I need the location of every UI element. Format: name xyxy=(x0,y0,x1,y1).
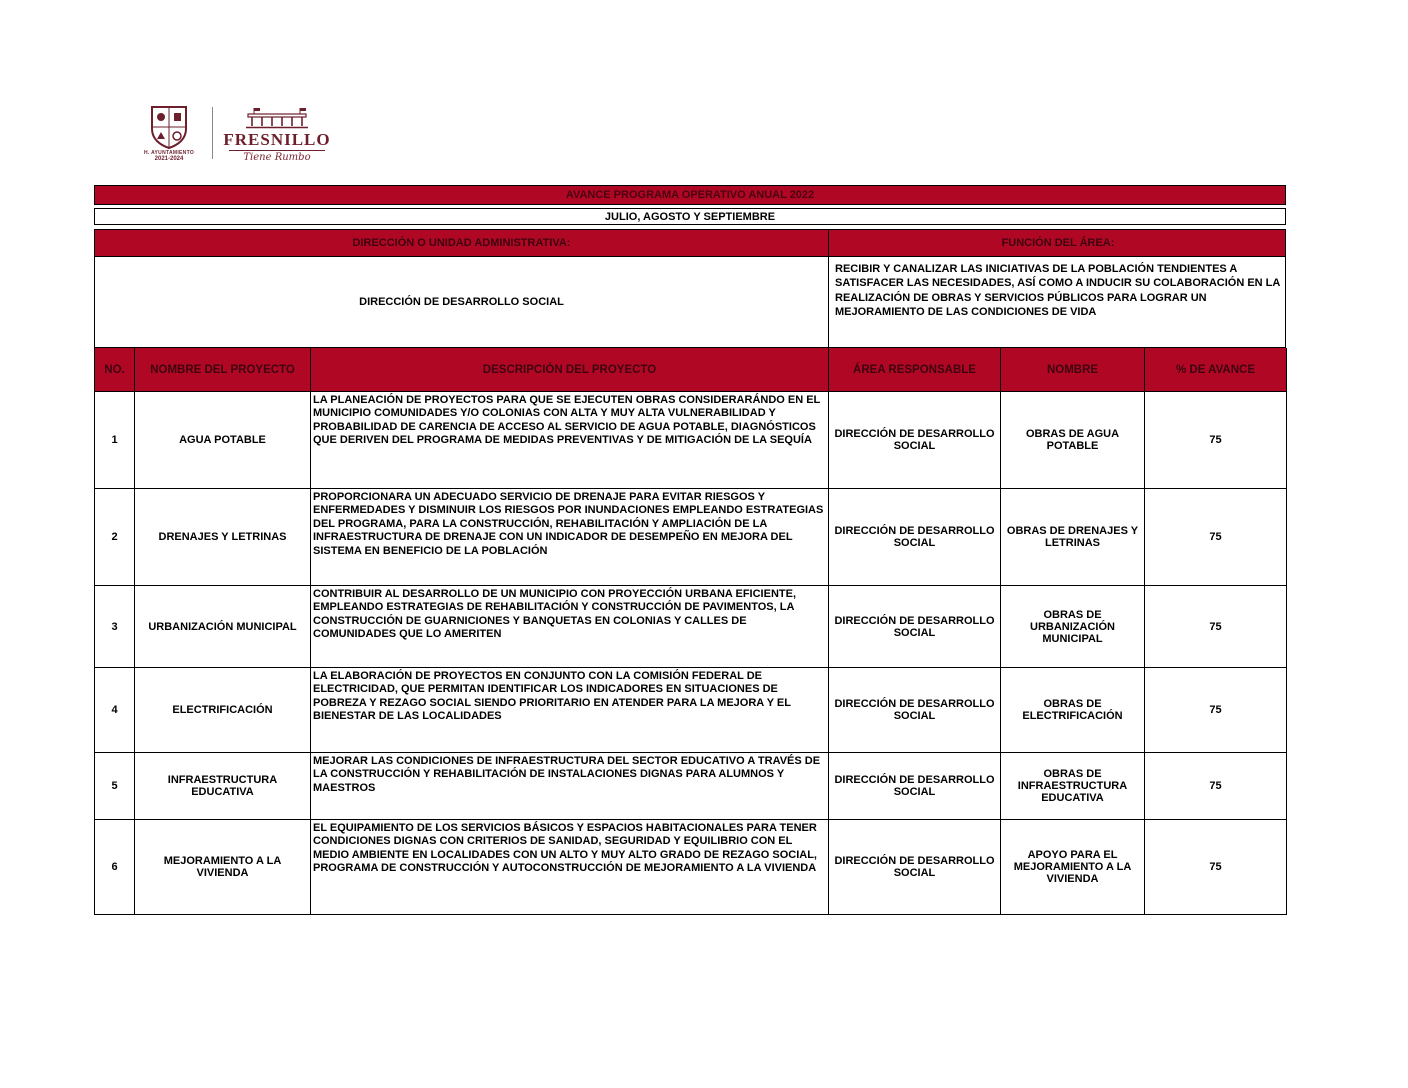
cell-no: 2 xyxy=(95,489,135,586)
cell-progress: 75 xyxy=(1145,392,1287,489)
cell-area: DIRECCIÓN DE DESARROLLO SOCIAL xyxy=(829,668,1001,753)
report-content xyxy=(94,185,1286,915)
cell-no: 3 xyxy=(95,586,135,668)
municipal-crest-logo xyxy=(138,105,200,162)
cell-progress: 75 xyxy=(1145,753,1287,820)
crest-caption: H. AYUNTAMIENTO xyxy=(143,149,195,156)
cell-name: OBRAS DE INFRAESTRUCTURA EDUCATIVA xyxy=(1001,753,1145,820)
cell-project: INFRAESTRUCTURA EDUCATIVA xyxy=(135,753,311,820)
col-header-area: ÁREA RESPONSABLE xyxy=(829,348,1001,392)
cell-project: URBANIZACIÓN MUNICIPAL xyxy=(135,586,311,668)
cell-name: OBRAS DE ELECTRIFICACIÓN xyxy=(1001,668,1145,753)
cell-project: MEJORAMIENTO A LA VIVIENDA xyxy=(135,820,311,915)
cell-no: 5 xyxy=(95,753,135,820)
cell-project: DRENAJES Y LETRINAS xyxy=(135,489,311,586)
col-header-name: NOMBRE xyxy=(1001,348,1145,392)
municipal-palace-icon xyxy=(242,104,312,130)
cell-description: MEJORAR LAS CONDICIONES DE INFRAESTRUCTURA DEL SECTOR EDUCATIVO A TRAVÉS DE LA CONSTRUCCIÓN Y REHABILITACIÓN DE INSTALACIONES DIGNAS PARA ALUMNOS Y MAESTROS xyxy=(311,753,829,820)
cell-no: 4 xyxy=(95,668,135,753)
cell-progress: 75 xyxy=(1145,820,1287,915)
table-row xyxy=(95,392,1286,489)
brand-tagline: Tiene Rumbo xyxy=(243,151,311,163)
admin-unit-header: DIRECCIÓN O UNIDAD ADMINISTRATIVA: xyxy=(95,230,829,256)
report-title-bar: AVANCE PROGRAMA OPERATIVO ANUAL 2022 xyxy=(94,185,1286,205)
col-header-description: DESCRIPCIÓN DEL PROYECTO xyxy=(311,348,829,392)
table-row xyxy=(95,668,1286,753)
table-row xyxy=(95,489,1286,586)
cell-description: LA PLANEACIÓN DE PROYECTOS PARA QUE SE EJECUTEN OBRAS CONSIDERARÁNDO EN EL MUNICIPIO COMUNIDADES Y/O COLONIAS CON ALTA Y MUY ALTA VULNERABILIDAD Y PROBABILIDAD DE CARENCIA DE ACCESO AL SERVICIO DE AGUA POTABLE, DIAGNÓSTICOS QUE DERIVEN DEL PROGRAMA DE MEDIDAS PREVENTIVAS Y DE MITIGACIÓN DE LA SEQUÍA xyxy=(311,392,829,489)
header-logos xyxy=(138,100,329,166)
admin-function-header-row xyxy=(95,230,1285,257)
cell-area: DIRECCIÓN DE DESARROLLO SOCIAL xyxy=(829,586,1001,668)
cell-progress: 75 xyxy=(1145,668,1287,753)
cell-area: DIRECCIÓN DE DESARROLLO SOCIAL xyxy=(829,489,1001,586)
fresnillo-logo xyxy=(225,104,329,163)
projects-table xyxy=(94,348,1286,915)
area-function-value: RECIBIR Y CANALIZAR LAS INICIATIVAS DE LA POBLACIÓN TENDIENTES A SATISFACER LAS NECESIDADES, ASÍ COMO A INDUCIR SU COLABORACIÓN EN LA REALIZACIÓN DE OBRAS Y SERVICIOS PÚBLICOS PARA LOGRAR UN MEJORAMIENTO DE LAS CONDICIONES DE VIDA xyxy=(835,263,1280,318)
cell-project: AGUA POTABLE xyxy=(135,392,311,489)
table-header-row xyxy=(95,348,1286,392)
area-function-header: FUNCIÓN DEL ÁREA: xyxy=(1001,237,1115,249)
col-header-project: NOMBRE DEL PROYECTO xyxy=(135,348,311,392)
cell-area: DIRECCIÓN DE DESARROLLO SOCIAL xyxy=(829,392,1001,489)
table-row xyxy=(95,586,1286,668)
cell-project: ELECTRIFICACIÓN xyxy=(135,668,311,753)
cell-description: EL EQUIPAMIENTO DE LOS SERVICIOS BÁSICOS Y ESPACIOS HABITACIONALES PARA TENER CONDICIONES DIGNAS CON CRITERIOS DE SANIDAD, SEGURIDAD Y EQUILIBRIO CON EL MEDIO AMBIENTE EN LOCALIDADES CON UN ALTO Y MUY ALTO GRADO DE REZAGO SOCIAL, PROGRAMA DE CONSTRUCCIÓN Y AUTOCONSTRUCCIÓN DE MEJORAMIENTO A LA VIVIENDA xyxy=(311,820,829,915)
cell-name: OBRAS DE URBANIZACIÓN MUNICIPAL xyxy=(1001,586,1145,668)
cell-area: DIRECCIÓN DE DESARROLLO SOCIAL xyxy=(829,753,1001,820)
cell-no: 1 xyxy=(95,392,135,489)
admin-function-block xyxy=(94,229,1286,348)
logo-divider xyxy=(212,107,213,159)
cell-no: 6 xyxy=(95,820,135,915)
cell-description: PROPORCIONARA UN ADECUADO SERVICIO DE DRENAJE PARA EVITAR RIESGOS Y ENFERMEDADES Y DISMINUIR LOS RIESGOS POR INUNDACIONES EMPLEANDO ESTRATEGIAS DEL PROGRAMA, PARA LA CONSTRUCCIÓN, REHABILITACIÓN Y AMPLIACIÓN DE LA INFRAESTRUCTURA DE DRENAJE CON UN INDICADOR DE DESEMPEÑO EN MEJORA DEL SISTEMA EN BENEFICIO DE LA POBLACIÓN xyxy=(311,489,829,586)
table-row xyxy=(95,753,1286,820)
crest-shield-icon xyxy=(149,105,189,149)
cell-progress: 75 xyxy=(1145,586,1287,668)
crest-years: 2021-2024 xyxy=(154,155,184,162)
cell-name: OBRAS DE DRENAJES Y LETRINAS xyxy=(1001,489,1145,586)
cell-description: LA ELABORACIÓN DE PROYECTOS EN CONJUNTO CON LA COMISIÓN FEDERAL DE ELECTRICIDAD, QUE PERMITAN IDENTIFICAR LOS INDICADORES EN SITUACIONES DE POBREZA Y REZAGO SOCIAL SIENDO PRIORITARIO EN ATENDER PARA LA MEJORA Y EL BIENESTAR DE LAS LOCALIDADES xyxy=(311,668,829,753)
cell-name: OBRAS DE AGUA POTABLE xyxy=(1001,392,1145,489)
report-period-bar: JULIO, AGOSTO Y SEPTIEMBRE xyxy=(94,208,1286,225)
col-header-progress: % DE AVANCE xyxy=(1145,348,1287,392)
cell-description: CONTRIBUIR AL DESARROLLO DE UN MUNICIPIO CON PROYECCIÓN URBANA EFICIENTE, EMPLEANDO ESTRATEGIAS DE REHABILITACIÓN Y CONSTRUCCIÓN DE PAVIMENTOS, LA CONSTRUCCIÓN DE GUARNICIONES Y BANQUETAS EN COLONIAS Y CALLES DE COMUNIDADES QUE LO AMERITEN xyxy=(311,586,829,668)
table-row xyxy=(95,820,1286,915)
cell-area: DIRECCIÓN DE DESARROLLO SOCIAL xyxy=(829,820,1001,915)
admin-function-value-row xyxy=(95,257,1285,347)
admin-unit-value: DIRECCIÓN DE DESARROLLO SOCIAL xyxy=(95,257,829,347)
brand-rule xyxy=(229,150,325,151)
cell-progress: 75 xyxy=(1145,489,1287,586)
cell-name: APOYO PARA EL MEJORAMIENTO A LA VIVIENDA xyxy=(1001,820,1145,915)
col-header-no: NO. xyxy=(95,348,135,392)
brand-name: FRESNILLO xyxy=(223,129,331,149)
